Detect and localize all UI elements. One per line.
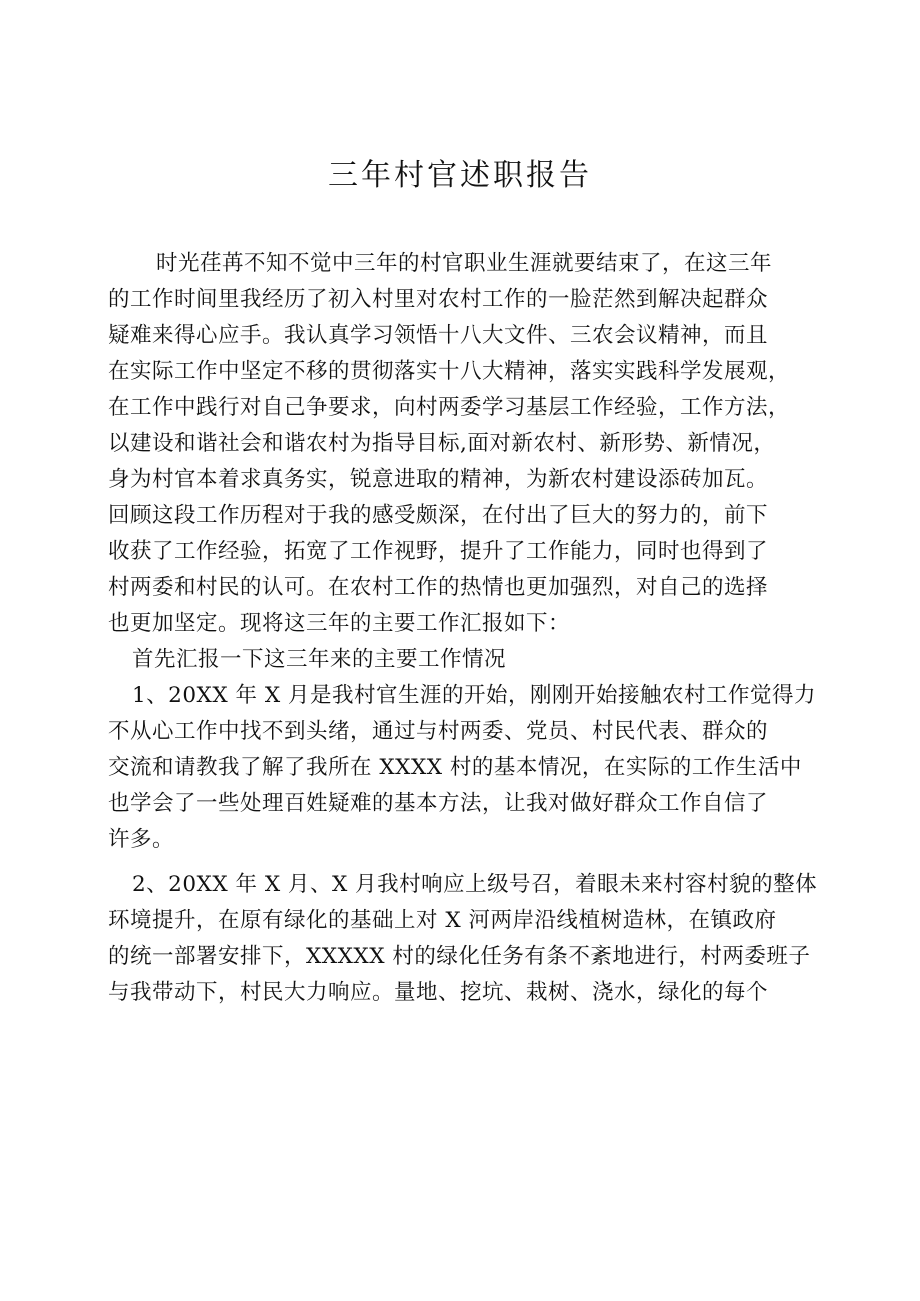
paragraph-line: 的工作时间里我经历了初入村里对农村工作的一脸茫然到解决起群众 (108, 287, 769, 312)
paragraph-line: 疑难来得心应手。我认真学习领悟十八大文件、三农会议精神，而且 (108, 323, 769, 348)
paragraph-line: 许多。 (108, 827, 175, 852)
section-heading: 首先汇报一下这三年来的主要工作情况 (132, 647, 507, 672)
paragraph-line: 的统一部署安排下，XXXXX 村的绿化任务有条不紊地进行，村两委班子 (108, 944, 811, 969)
paragraph-line: 村两委和村民的认可。在农村工作的热情也更加强烈，对自己的选择 (108, 575, 769, 600)
paragraph-line: 在实际工作中坚定不移的贯彻落实十八大精神，落实实践科学发展观， (108, 359, 791, 384)
paragraph-line: 1、20XX 年 X 月是我村官生涯的开始，刚刚开始接触农村工作觉得力 (132, 683, 816, 708)
paragraph-line: 不从心工作中找不到头绪，通过与村两委、党员、村民代表、群众的 (108, 719, 769, 744)
paragraph-line: 也学会了一些处理百姓疑难的基本方法，让我对做好群众工作自信了 (108, 791, 769, 816)
paragraph-line: 也更加坚定。现将这三年的主要工作汇报如下： (108, 611, 571, 636)
paragraph-line: 身为村官本着求真务实，锐意进取的精神，为新农村建设添砖加瓦。 (108, 467, 769, 492)
paragraph-line: 收获了工作经验，拓宽了工作视野，提升了工作能力，同时也得到了 (108, 539, 769, 564)
paragraph-line: 交流和请教我了解了我所在 XXXX 村的基本情况，在实际的工作生活中 (108, 755, 802, 780)
paragraph-line: 时光荏苒不知不觉中三年的村官职业生涯就要结束了，在这三年 (156, 251, 773, 276)
paragraph-line: 与我带动下，村民大力响应。量地、挖坑、栽树、浇水，绿化的每个 (108, 980, 769, 1005)
document-title: 三年村官述职报告 (328, 158, 592, 193)
paragraph-line: 在工作中践行对自己争要求，向村两委学习基层工作经验，工作方法， (108, 395, 791, 420)
paragraph-line: 回顾这段工作历程对于我的感受颇深，在付出了巨大的努力的，前下 (108, 503, 769, 528)
paragraph-line: 环境提升，在原有绿化的基础上对 X 河两岸沿线植树造林，在镇政府 (108, 908, 777, 933)
document-body (108, 246, 824, 1011)
paragraph-line: 2、20XX 年 X 月、X 月我村响应上级号召，着眼未来村容村貌的整体 (132, 872, 818, 897)
paragraph-line: 以建设和谐社会和谐农村为指导目标,面对新农村、新形势、新情况， (108, 431, 776, 456)
